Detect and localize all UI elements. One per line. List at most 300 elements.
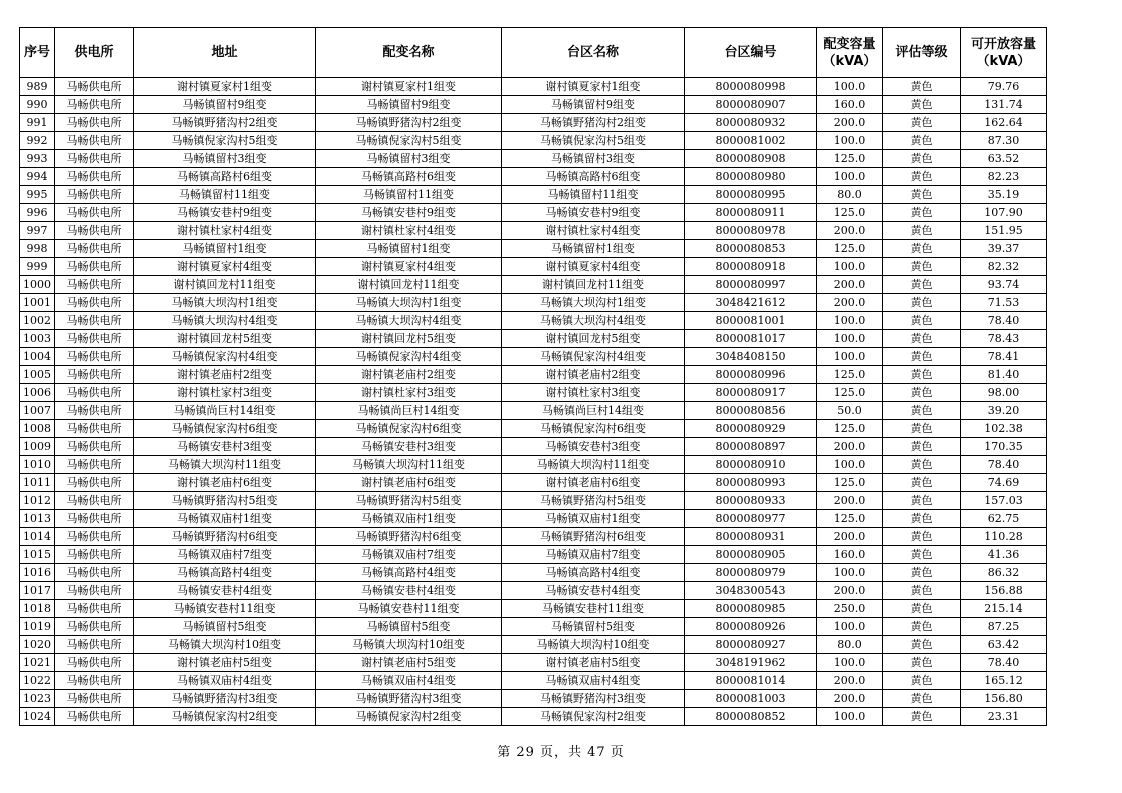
transformer-name-cell: 马畅镇留村5组变: [316, 618, 502, 636]
page-number: 第 29 页，共 47 页: [497, 745, 625, 760]
table-row: [20, 402, 1047, 420]
station-cell: 马畅供电所: [55, 186, 134, 204]
address-cell: 谢村镇老庙村5组变: [134, 654, 316, 672]
capacity-cell: 100.0: [817, 564, 883, 582]
address-cell: 马畅镇双庙村4组变: [134, 672, 316, 690]
table-row: [20, 150, 1047, 168]
seq-cell: 990: [20, 96, 55, 114]
open-capacity-cell: 107.90: [961, 204, 1047, 222]
rating-cell: 黄色: [883, 384, 961, 402]
area-name-cell: 谢村镇夏家村1组变: [502, 78, 685, 96]
address-cell: 马畅镇倪家沟村4组变: [134, 348, 316, 366]
station-cell: 马畅供电所: [55, 294, 134, 312]
rating-cell: 黄色: [883, 402, 961, 420]
area-name-cell: 马畅镇安巷村4组变: [502, 582, 685, 600]
area-name-cell: 马畅镇安巷村9组变: [502, 204, 685, 222]
address-cell: 谢村镇回龙村5组变: [134, 330, 316, 348]
open-capacity-cell: 110.28: [961, 528, 1047, 546]
address-cell: 马畅镇安巷村4组变: [134, 582, 316, 600]
station-cell: 马畅供电所: [55, 276, 134, 294]
capacity-cell: 160.0: [817, 546, 883, 564]
capacity-cell: 80.0: [817, 186, 883, 204]
area-name-cell: 马畅镇留村11组变: [502, 186, 685, 204]
station-cell: 马畅供电所: [55, 402, 134, 420]
area-code-cell: 8000081014: [685, 672, 817, 690]
area-code-cell: 8000080910: [685, 456, 817, 474]
address-cell: 谢村镇老庙村2组变: [134, 366, 316, 384]
area-code-cell: 8000080997: [685, 276, 817, 294]
capacity-cell: 125.0: [817, 510, 883, 528]
transformer-name-cell: 谢村镇杜家村3组变: [316, 384, 502, 402]
address-cell: 马畅镇高路村6组变: [134, 168, 316, 186]
area-name-cell: 马畅镇倪家沟村6组变: [502, 420, 685, 438]
transformer-name-cell: 马畅镇野猪沟村5组变: [316, 492, 502, 510]
address-cell: 马畅镇野猪沟村5组变: [134, 492, 316, 510]
rating-cell: 黄色: [883, 240, 961, 258]
seq-cell: 1012: [20, 492, 55, 510]
address-cell: 马畅镇倪家沟村2组变: [134, 708, 316, 726]
header-area-code: 台区编号: [685, 28, 817, 78]
area-code-cell: 8000080932: [685, 114, 817, 132]
seq-cell: 1004: [20, 348, 55, 366]
transformer-name-cell: 谢村镇夏家村1组变: [316, 78, 502, 96]
transformer-name-cell: 马畅镇留村3组变: [316, 150, 502, 168]
area-code-cell: 8000080897: [685, 438, 817, 456]
table-row: [20, 348, 1047, 366]
address-cell: 马畅镇留村5组变: [134, 618, 316, 636]
capacity-cell: 125.0: [817, 366, 883, 384]
seq-cell: 1000: [20, 276, 55, 294]
area-code-cell: 8000080979: [685, 564, 817, 582]
open-capacity-cell: 157.03: [961, 492, 1047, 510]
seq-cell: 1023: [20, 690, 55, 708]
address-cell: 马畅镇高路村4组变: [134, 564, 316, 582]
transformer-name-cell: 马畅镇双庙村1组变: [316, 510, 502, 528]
transformer-name-cell: 马畅镇倪家沟村6组变: [316, 420, 502, 438]
rating-cell: 黄色: [883, 96, 961, 114]
station-cell: 马畅供电所: [55, 618, 134, 636]
area-code-cell: 8000080853: [685, 240, 817, 258]
station-cell: 马畅供电所: [55, 258, 134, 276]
header-seq: 序号: [20, 28, 55, 78]
area-code-cell: 8000080996: [685, 366, 817, 384]
area-name-cell: 马畅镇野猪沟村5组变: [502, 492, 685, 510]
seq-cell: 1018: [20, 600, 55, 618]
rating-cell: 黄色: [883, 510, 961, 528]
capacity-cell: 200.0: [817, 294, 883, 312]
station-cell: 马畅供电所: [55, 636, 134, 654]
rating-cell: 黄色: [883, 348, 961, 366]
capacity-cell: 100.0: [817, 312, 883, 330]
address-cell: 谢村镇杜家村4组变: [134, 222, 316, 240]
rating-cell: 黄色: [883, 672, 961, 690]
table-row: [20, 294, 1047, 312]
seq-cell: 1011: [20, 474, 55, 492]
seq-cell: 995: [20, 186, 55, 204]
table-row: [20, 582, 1047, 600]
capacity-cell: 100.0: [817, 168, 883, 186]
open-capacity-cell: 81.40: [961, 366, 1047, 384]
seq-cell: 994: [20, 168, 55, 186]
station-cell: 马畅供电所: [55, 708, 134, 726]
area-code-cell: 8000080908: [685, 150, 817, 168]
area-code-cell: 8000081003: [685, 690, 817, 708]
table-row: [20, 564, 1047, 582]
capacity-cell: 50.0: [817, 402, 883, 420]
capacity-cell: 100.0: [817, 456, 883, 474]
station-cell: 马畅供电所: [55, 582, 134, 600]
table-row: [20, 114, 1047, 132]
rating-cell: 黄色: [883, 276, 961, 294]
station-cell: 马畅供电所: [55, 474, 134, 492]
capacity-table: [19, 27, 1047, 726]
transformer-name-cell: 马畅镇安巷村4组变: [316, 582, 502, 600]
transformer-name-cell: 马畅镇留村11组变: [316, 186, 502, 204]
seq-cell: 1016: [20, 564, 55, 582]
rating-cell: 黄色: [883, 528, 961, 546]
seq-cell: 1017: [20, 582, 55, 600]
rating-cell: 黄色: [883, 330, 961, 348]
open-capacity-cell: 93.74: [961, 276, 1047, 294]
seq-cell: 997: [20, 222, 55, 240]
station-cell: 马畅供电所: [55, 420, 134, 438]
transformer-name-cell: 马畅镇留村1组变: [316, 240, 502, 258]
area-name-cell: 马畅镇倪家沟村5组变: [502, 132, 685, 150]
header-area-name: 台区名称: [502, 28, 685, 78]
address-cell: 谢村镇回龙村11组变: [134, 276, 316, 294]
area-code-cell: 8000081002: [685, 132, 817, 150]
table-row: [20, 330, 1047, 348]
transformer-name-cell: 谢村镇老庙村6组变: [316, 474, 502, 492]
address-cell: 谢村镇老庙村6组变: [134, 474, 316, 492]
address-cell: 马畅镇野猪沟村3组变: [134, 690, 316, 708]
address-cell: 马畅镇野猪沟村6组变: [134, 528, 316, 546]
open-capacity-cell: 102.38: [961, 420, 1047, 438]
rating-cell: 黄色: [883, 582, 961, 600]
table-row: [20, 546, 1047, 564]
station-cell: 马畅供电所: [55, 690, 134, 708]
capacity-cell: 100.0: [817, 258, 883, 276]
area-name-cell: 马畅镇倪家沟村2组变: [502, 708, 685, 726]
area-name-cell: 马畅镇倪家沟村4组变: [502, 348, 685, 366]
transformer-name-cell: 马畅镇双庙村7组变: [316, 546, 502, 564]
rating-cell: 黄色: [883, 636, 961, 654]
area-code-cell: 8000080995: [685, 186, 817, 204]
open-capacity-cell: 156.88: [961, 582, 1047, 600]
table-row: [20, 690, 1047, 708]
address-cell: 马畅镇尚巨村14组变: [134, 402, 316, 420]
area-code-cell: 8000080998: [685, 78, 817, 96]
area-code-cell: 8000080911: [685, 204, 817, 222]
transformer-name-cell: 谢村镇老庙村2组变: [316, 366, 502, 384]
table-row: [20, 186, 1047, 204]
table-row: [20, 78, 1047, 96]
rating-cell: 黄色: [883, 690, 961, 708]
address-cell: 马畅镇大坝沟村1组变: [134, 294, 316, 312]
area-name-cell: 马畅镇高路村6组变: [502, 168, 685, 186]
area-name-cell: 马畅镇双庙村7组变: [502, 546, 685, 564]
open-capacity-cell: 63.42: [961, 636, 1047, 654]
area-name-cell: 马畅镇双庙村4组变: [502, 672, 685, 690]
area-code-cell: 3048421612: [685, 294, 817, 312]
capacity-cell: 200.0: [817, 114, 883, 132]
rating-cell: 黄色: [883, 258, 961, 276]
table-row: [20, 168, 1047, 186]
area-name-cell: 马畅镇大坝沟村11组变: [502, 456, 685, 474]
open-capacity-cell: 78.40: [961, 456, 1047, 474]
transformer-name-cell: 马畅镇野猪沟村3组变: [316, 690, 502, 708]
table-row: [20, 456, 1047, 474]
open-capacity-cell: 98.00: [961, 384, 1047, 402]
station-cell: 马畅供电所: [55, 564, 134, 582]
address-cell: 马畅镇大坝沟村10组变: [134, 636, 316, 654]
area-code-cell: 8000080985: [685, 600, 817, 618]
area-name-cell: 谢村镇杜家村4组变: [502, 222, 685, 240]
transformer-name-cell: 马畅镇留村9组变: [316, 96, 502, 114]
open-capacity-cell: 35.19: [961, 186, 1047, 204]
open-capacity-cell: 87.25: [961, 618, 1047, 636]
address-cell: 马畅镇安巷村3组变: [134, 438, 316, 456]
area-name-cell: 谢村镇杜家村3组变: [502, 384, 685, 402]
address-cell: 马畅镇留村1组变: [134, 240, 316, 258]
table-row: [20, 132, 1047, 150]
rating-cell: 黄色: [883, 438, 961, 456]
address-cell: 马畅镇倪家沟村6组变: [134, 420, 316, 438]
transformer-name-cell: 谢村镇杜家村4组变: [316, 222, 502, 240]
rating-cell: 黄色: [883, 456, 961, 474]
area-code-cell: 8000080931: [685, 528, 817, 546]
area-name-cell: 马畅镇留村9组变: [502, 96, 685, 114]
station-cell: 马畅供电所: [55, 654, 134, 672]
open-capacity-cell: 87.30: [961, 132, 1047, 150]
seq-cell: 1015: [20, 546, 55, 564]
rating-cell: 黄色: [883, 474, 961, 492]
area-name-cell: 马畅镇留村1组变: [502, 240, 685, 258]
table-row: [20, 204, 1047, 222]
capacity-cell: 100.0: [817, 708, 883, 726]
station-cell: 马畅供电所: [55, 528, 134, 546]
address-cell: 谢村镇杜家村3组变: [134, 384, 316, 402]
transformer-name-cell: 马畅镇高路村6组变: [316, 168, 502, 186]
area-name-cell: 马畅镇野猪沟村3组变: [502, 690, 685, 708]
area-name-cell: 谢村镇老庙村6组变: [502, 474, 685, 492]
open-capacity-cell: 41.36: [961, 546, 1047, 564]
station-cell: 马畅供电所: [55, 348, 134, 366]
rating-cell: 黄色: [883, 546, 961, 564]
rating-cell: 黄色: [883, 186, 961, 204]
table-row: [20, 258, 1047, 276]
station-cell: 马畅供电所: [55, 438, 134, 456]
station-cell: 马畅供电所: [55, 150, 134, 168]
table-row: [20, 222, 1047, 240]
rating-cell: 黄色: [883, 168, 961, 186]
header-rating: 评估等级: [883, 28, 961, 78]
area-code-cell: 8000080917: [685, 384, 817, 402]
area-name-cell: 马畅镇野猪沟村2组变: [502, 114, 685, 132]
area-name-cell: 马畅镇大坝沟村10组变: [502, 636, 685, 654]
station-cell: 马畅供电所: [55, 510, 134, 528]
station-cell: 马畅供电所: [55, 132, 134, 150]
transformer-name-cell: 马畅镇倪家沟村2组变: [316, 708, 502, 726]
area-name-cell: 马畅镇留村5组变: [502, 618, 685, 636]
open-capacity-cell: 165.12: [961, 672, 1047, 690]
seq-cell: 989: [20, 78, 55, 96]
capacity-cell: 200.0: [817, 276, 883, 294]
area-name-cell: 马畅镇大坝沟村1组变: [502, 294, 685, 312]
seq-cell: 1024: [20, 708, 55, 726]
transformer-name-cell: 马畅镇大坝沟村1组变: [316, 294, 502, 312]
table-row: [20, 366, 1047, 384]
area-name-cell: 谢村镇老庙村5组变: [502, 654, 685, 672]
area-code-cell: 3048300543: [685, 582, 817, 600]
header-row: [20, 28, 1047, 78]
seq-cell: 998: [20, 240, 55, 258]
seq-cell: 1020: [20, 636, 55, 654]
open-capacity-cell: 86.32: [961, 564, 1047, 582]
table-row: [20, 636, 1047, 654]
open-capacity-cell: 82.23: [961, 168, 1047, 186]
rating-cell: 黄色: [883, 150, 961, 168]
area-code-cell: 8000081017: [685, 330, 817, 348]
rating-cell: 黄色: [883, 600, 961, 618]
open-capacity-cell: 78.43: [961, 330, 1047, 348]
capacity-cell: 200.0: [817, 672, 883, 690]
open-capacity-cell: 79.76: [961, 78, 1047, 96]
area-code-cell: 8000080856: [685, 402, 817, 420]
area-code-cell: 8000080852: [685, 708, 817, 726]
capacity-cell: 100.0: [817, 348, 883, 366]
table-row: [20, 312, 1047, 330]
seq-cell: 1014: [20, 528, 55, 546]
area-code-cell: 8000080929: [685, 420, 817, 438]
table-row: [20, 438, 1047, 456]
rating-cell: 黄色: [883, 366, 961, 384]
seq-cell: 1005: [20, 366, 55, 384]
table-row: [20, 474, 1047, 492]
rating-cell: 黄色: [883, 294, 961, 312]
capacity-cell: 100.0: [817, 132, 883, 150]
transformer-name-cell: 马畅镇倪家沟村4组变: [316, 348, 502, 366]
rating-cell: 黄色: [883, 420, 961, 438]
transformer-name-cell: 马畅镇尚巨村14组变: [316, 402, 502, 420]
header-station: 供电所: [55, 28, 134, 78]
open-capacity-cell: 162.64: [961, 114, 1047, 132]
area-code-cell: 8000080918: [685, 258, 817, 276]
seq-cell: 1019: [20, 618, 55, 636]
open-capacity-cell: 62.75: [961, 510, 1047, 528]
table-row: [20, 528, 1047, 546]
area-name-cell: 马畅镇留村3组变: [502, 150, 685, 168]
open-capacity-cell: 78.41: [961, 348, 1047, 366]
table-row: [20, 600, 1047, 618]
transformer-name-cell: 马畅镇野猪沟村6组变: [316, 528, 502, 546]
capacity-cell: 125.0: [817, 204, 883, 222]
capacity-cell: 100.0: [817, 330, 883, 348]
open-capacity-cell: 23.31: [961, 708, 1047, 726]
transformer-name-cell: 马畅镇安巷村11组变: [316, 600, 502, 618]
open-capacity-cell: 39.20: [961, 402, 1047, 420]
header-address: 地址: [134, 28, 316, 78]
rating-cell: 黄色: [883, 78, 961, 96]
transformer-name-cell: 马畅镇安巷村9组变: [316, 204, 502, 222]
open-capacity-cell: 131.74: [961, 96, 1047, 114]
area-name-cell: 谢村镇回龙村5组变: [502, 330, 685, 348]
station-cell: 马畅供电所: [55, 546, 134, 564]
seq-cell: 993: [20, 150, 55, 168]
open-capacity-cell: 151.95: [961, 222, 1047, 240]
rating-cell: 黄色: [883, 708, 961, 726]
seq-cell: 1001: [20, 294, 55, 312]
table-row: [20, 384, 1047, 402]
transformer-name-cell: 马畅镇安巷村3组变: [316, 438, 502, 456]
capacity-cell: 100.0: [817, 654, 883, 672]
table-row: [20, 654, 1047, 672]
transformer-name-cell: 马畅镇双庙村4组变: [316, 672, 502, 690]
capacity-cell: 100.0: [817, 618, 883, 636]
station-cell: 马畅供电所: [55, 366, 134, 384]
station-cell: 马畅供电所: [55, 456, 134, 474]
area-name-cell: 谢村镇夏家村4组变: [502, 258, 685, 276]
rating-cell: 黄色: [883, 132, 961, 150]
capacity-cell: 125.0: [817, 384, 883, 402]
address-cell: 谢村镇夏家村1组变: [134, 78, 316, 96]
capacity-cell: 200.0: [817, 438, 883, 456]
seq-cell: 1022: [20, 672, 55, 690]
seq-cell: 991: [20, 114, 55, 132]
address-cell: 马畅镇大坝沟村4组变: [134, 312, 316, 330]
table-row: [20, 240, 1047, 258]
area-name-cell: 马畅镇尚巨村14组变: [502, 402, 685, 420]
seq-cell: 999: [20, 258, 55, 276]
transformer-name-cell: 马畅镇大坝沟村4组变: [316, 312, 502, 330]
table-header: [20, 28, 1047, 78]
table-row: [20, 420, 1047, 438]
area-code-cell: 8000080907: [685, 96, 817, 114]
station-cell: 马畅供电所: [55, 114, 134, 132]
capacity-cell: 200.0: [817, 582, 883, 600]
address-cell: 马畅镇留村3组变: [134, 150, 316, 168]
open-capacity-cell: 74.69: [961, 474, 1047, 492]
header-transformer-name: 配变名称: [316, 28, 502, 78]
table-row: [20, 96, 1047, 114]
seq-cell: 1007: [20, 402, 55, 420]
area-name-cell: 谢村镇回龙村11组变: [502, 276, 685, 294]
transformer-name-cell: 马畅镇野猪沟村2组变: [316, 114, 502, 132]
open-capacity-cell: 39.37: [961, 240, 1047, 258]
table-row: [20, 672, 1047, 690]
seq-cell: 1009: [20, 438, 55, 456]
capacity-cell: 160.0: [817, 96, 883, 114]
capacity-cell: 80.0: [817, 636, 883, 654]
rating-cell: 黄色: [883, 492, 961, 510]
seq-cell: 1008: [20, 420, 55, 438]
table-row: [20, 276, 1047, 294]
seq-cell: 1002: [20, 312, 55, 330]
station-cell: 马畅供电所: [55, 96, 134, 114]
seq-cell: 1010: [20, 456, 55, 474]
transformer-name-cell: 马畅镇大坝沟村10组变: [316, 636, 502, 654]
capacity-cell: 200.0: [817, 690, 883, 708]
seq-cell: 1003: [20, 330, 55, 348]
area-code-cell: 8000080978: [685, 222, 817, 240]
transformer-name-cell: 马畅镇倪家沟村5组变: [316, 132, 502, 150]
address-cell: 马畅镇野猪沟村2组变: [134, 114, 316, 132]
area-code-cell: 8000080927: [685, 636, 817, 654]
header-open-capacity: 可开放容量 （kVA）: [961, 28, 1047, 78]
capacity-cell: 200.0: [817, 528, 883, 546]
address-cell: 马畅镇倪家沟村5组变: [134, 132, 316, 150]
table-row: [20, 492, 1047, 510]
